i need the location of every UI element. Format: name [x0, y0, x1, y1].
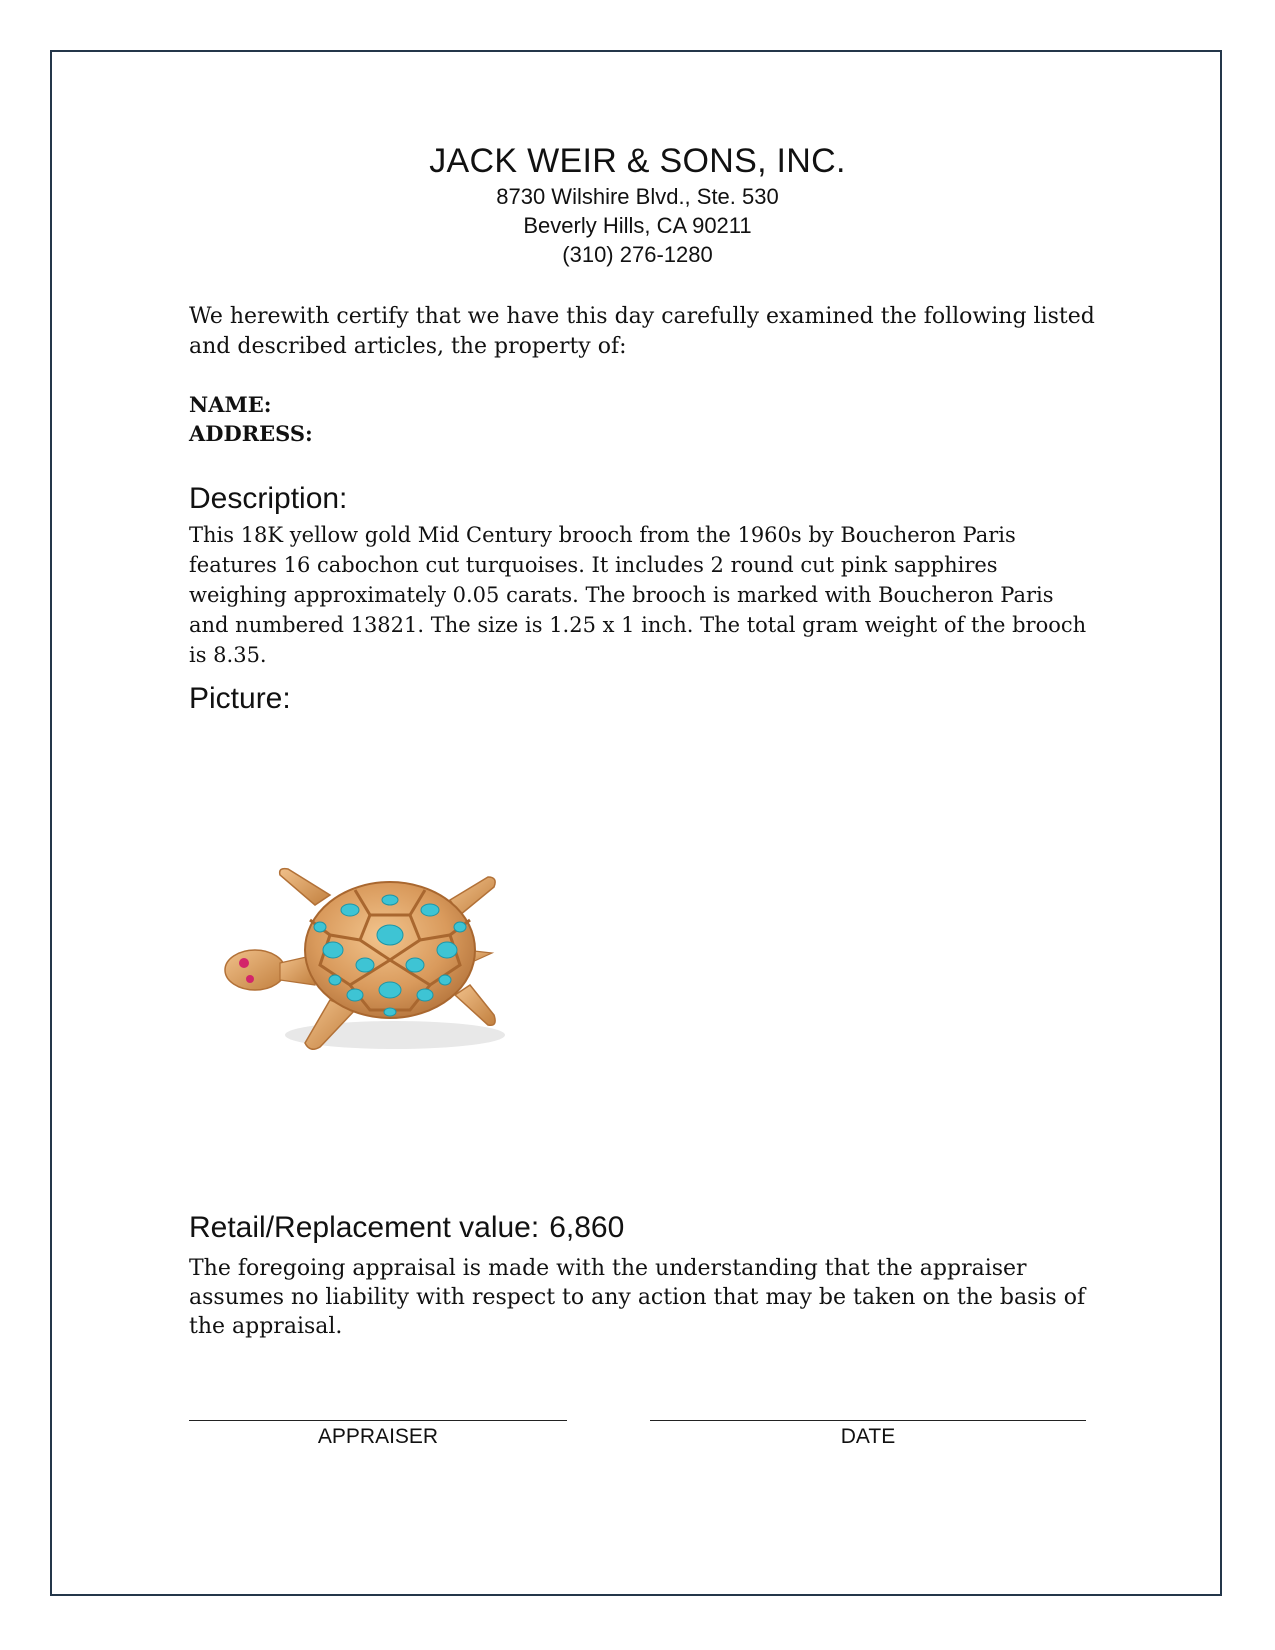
owner-fields [189, 390, 1099, 448]
company-address-line1: 8730 Wilshire Blvd., Ste. 530 [496, 184, 779, 209]
value-label: Retail/Replacement value: [189, 1211, 540, 1244]
address-label: ADDRESS: [189, 421, 313, 446]
certification-intro: We herewith certify that we have this day carefully examined the following listed and described articles, the property of: [189, 304, 1095, 359]
page-border [50, 50, 1222, 1596]
value-amount: 6,860 [549, 1211, 625, 1244]
company-phone: (310) 276-1280 [562, 242, 713, 267]
letterhead [0, 140, 1275, 269]
date-signature-line [650, 1420, 1086, 1421]
description-heading: Description: [189, 482, 348, 515]
picture-heading: Picture: [189, 682, 291, 715]
appraiser-label: APPRAISER [317, 1425, 439, 1448]
date-signature [650, 1420, 1086, 1449]
disclaimer-text: The foregoing appraisal is made with the understanding that the appraiser assumes no liability with respect to any action that may be taken on the basis of the appraisal. [189, 1256, 1086, 1339]
turtle-brooch-image [220, 855, 530, 1065]
company-name: JACK WEIR & SONS, INC. [429, 142, 846, 180]
company-address-line2: Beverly Hills, CA 90211 [523, 213, 752, 238]
appraiser-signature-line [189, 1420, 567, 1421]
appraiser-signature [189, 1420, 567, 1449]
name-label: NAME: [189, 392, 272, 417]
date-label: DATE [840, 1425, 896, 1448]
description-text: This 18K yellow gold Mid Century brooch from the 1960s by Boucheron Paris features 16 cabochon cut turquoises. It includes 2 round cut pink sapphires weighing approximately 0.05 carats. The brooch is marked with Boucheron Paris and numbered 13821. The size is 1.25 x 1 inch. The total gram weight of the brooch is 8.35. [189, 523, 1087, 667]
value-heading [189, 1210, 1099, 1246]
